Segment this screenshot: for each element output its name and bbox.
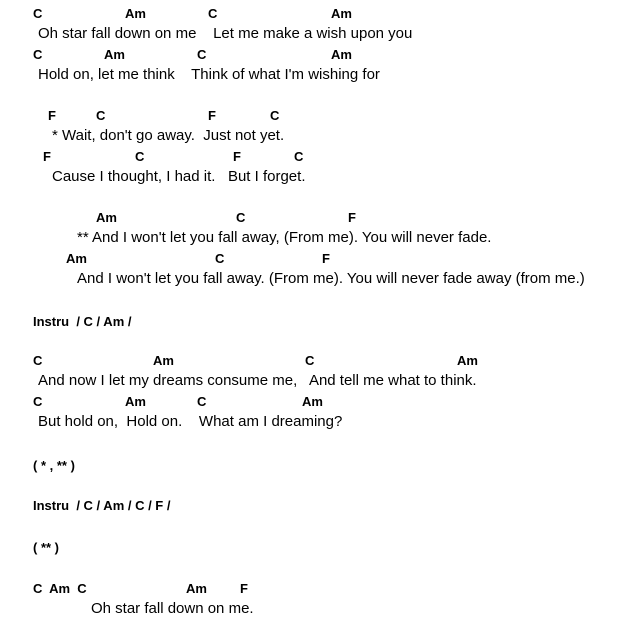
chord: C: [96, 108, 106, 123]
chord: F: [208, 108, 216, 123]
chord: F: [240, 581, 248, 596]
chord: C: [135, 149, 145, 164]
lyric-line: And now I let my dreams consume me, And tell me what to think.: [38, 372, 477, 389]
chord: Am: [125, 6, 146, 21]
chord: C: [236, 210, 246, 225]
instrumental-line: Instru / C / Am /: [33, 314, 132, 329]
instrumental-line: Instru / C / Am / C / F /: [33, 498, 171, 513]
chord: Am: [104, 47, 125, 62]
lyric-line: Oh star fall down on me Let me make a wish upon you: [38, 25, 413, 42]
lyric-line: Oh star fall down on me.: [91, 600, 254, 617]
chord: C: [33, 353, 43, 368]
lyric-line: Cause I thought, I had it. But I forget.: [52, 168, 306, 185]
chord: C: [197, 394, 207, 409]
chord: C: [305, 353, 315, 368]
lyric-line: But hold on, Hold on. What am I dreaming?: [38, 413, 343, 430]
lyric-line: ** And I won't let you fall away, (From me). You will never fade.: [77, 229, 492, 246]
chord: C: [33, 394, 43, 409]
chord: Am: [457, 353, 478, 368]
chord: Am: [331, 47, 352, 62]
chord: C: [33, 47, 43, 62]
chord: F: [348, 210, 356, 225]
repeat-marker: ( ** ): [33, 540, 59, 555]
chord: C: [208, 6, 218, 21]
chord: Am: [302, 394, 323, 409]
chord: F: [233, 149, 241, 164]
chord: C: [197, 47, 207, 62]
chord: F: [48, 108, 56, 123]
chord: Am: [96, 210, 117, 225]
lyric-line: And I won't let you fall away. (From me). You will never fade away (from me.): [77, 270, 585, 287]
chord: F: [43, 149, 51, 164]
chord: C Am C: [33, 581, 87, 596]
chord: F: [322, 251, 330, 266]
chord: Am: [186, 581, 207, 596]
chord: Am: [153, 353, 174, 368]
chord: C: [215, 251, 225, 266]
lyric-line: Hold on, let me think Think of what I'm wishing for: [38, 66, 380, 83]
repeat-marker: ( * , ** ): [33, 458, 75, 473]
lyric-line: * Wait, don't go away. Just not yet.: [52, 127, 285, 144]
chord: C: [294, 149, 304, 164]
chord: Am: [66, 251, 87, 266]
chord: C: [270, 108, 280, 123]
chord: Am: [331, 6, 352, 21]
chord: C: [33, 6, 43, 21]
chord: Am: [125, 394, 146, 409]
